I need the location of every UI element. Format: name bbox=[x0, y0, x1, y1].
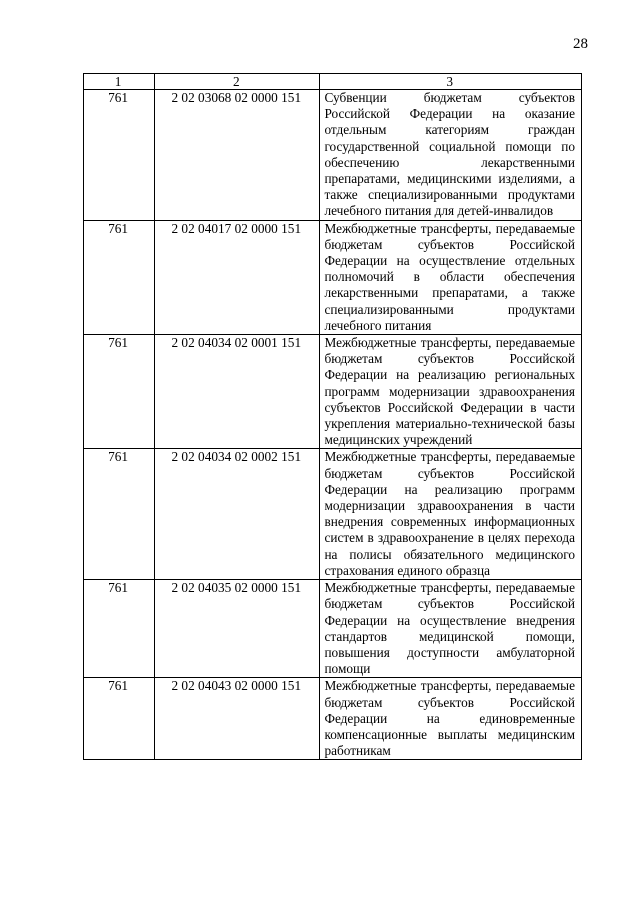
admin-code-cell: 761 bbox=[84, 90, 155, 221]
description-cell: Межбюджетные трансферты, передаваемые бюджетам субъектов Российской Федерации на единовременные компенсационные выплаты медицинским работникам bbox=[320, 678, 582, 760]
table-header-row bbox=[84, 74, 582, 90]
table-row bbox=[84, 90, 582, 221]
table-row bbox=[84, 335, 582, 449]
budget-revenue-table bbox=[83, 73, 582, 760]
budget-code-cell: 2 02 04035 02 0000 151 bbox=[155, 580, 320, 678]
admin-code-cell: 761 bbox=[84, 220, 155, 334]
budget-code-cell: 2 02 04043 02 0000 151 bbox=[155, 678, 320, 760]
admin-code-cell: 761 bbox=[84, 449, 155, 580]
admin-code-cell: 761 bbox=[84, 335, 155, 449]
table-row bbox=[84, 220, 582, 334]
budget-code-cell: 2 02 04017 02 0000 151 bbox=[155, 220, 320, 334]
description-cell: Межбюджетные трансферты, передаваемые бюджетам субъектов Российской Федерации на осуществление внедрения стандартов медицинской помощи, повышения доступности амбулаторной помощи bbox=[320, 580, 582, 678]
budget-code-cell: 2 02 04034 02 0002 151 bbox=[155, 449, 320, 580]
admin-code-cell: 761 bbox=[84, 678, 155, 760]
header-col-1: 1 bbox=[84, 74, 155, 90]
table-row bbox=[84, 678, 582, 760]
admin-code-cell: 761 bbox=[84, 580, 155, 678]
page-number: 28 bbox=[573, 36, 588, 52]
description-cell: Субвенции бюджетам субъектов Российской Федерации на оказание отдельным категориям граждан государственной социальной помощи по обеспечению лекарственными препаратами, медицинскими изделиями, а также специализированными продуктами лечебного питания для детей-инвалидов bbox=[320, 90, 582, 221]
budget-code-cell: 2 02 04034 02 0001 151 bbox=[155, 335, 320, 449]
description-cell: Межбюджетные трансферты, передаваемые бюджетам субъектов Российской Федерации на осуществление отдельных полномочий в области обеспечения лекарственными препаратами, а также специализированными продуктами лечебного питания bbox=[320, 220, 582, 334]
header-col-3: 3 bbox=[320, 74, 582, 90]
budget-code-cell: 2 02 03068 02 0000 151 bbox=[155, 90, 320, 221]
description-cell: Межбюджетные трансферты, передаваемые бюджетам субъектов Российской Федерации на реализацию региональных программ модернизации здравоохранения субъектов Российской Федерации в части укрепления материально-технической базы медицинских учреждений bbox=[320, 335, 582, 449]
table-row bbox=[84, 449, 582, 580]
description-cell: Межбюджетные трансферты, передаваемые бюджетам субъектов Российской Федерации на реализацию программ модернизации здравоохранения в части внедрения современных информационных систем в здравоохранение в целях перехода на полисы обязательного медицинского страхования единого образца bbox=[320, 449, 582, 580]
table-row bbox=[84, 580, 582, 678]
header-col-2: 2 bbox=[155, 74, 320, 90]
